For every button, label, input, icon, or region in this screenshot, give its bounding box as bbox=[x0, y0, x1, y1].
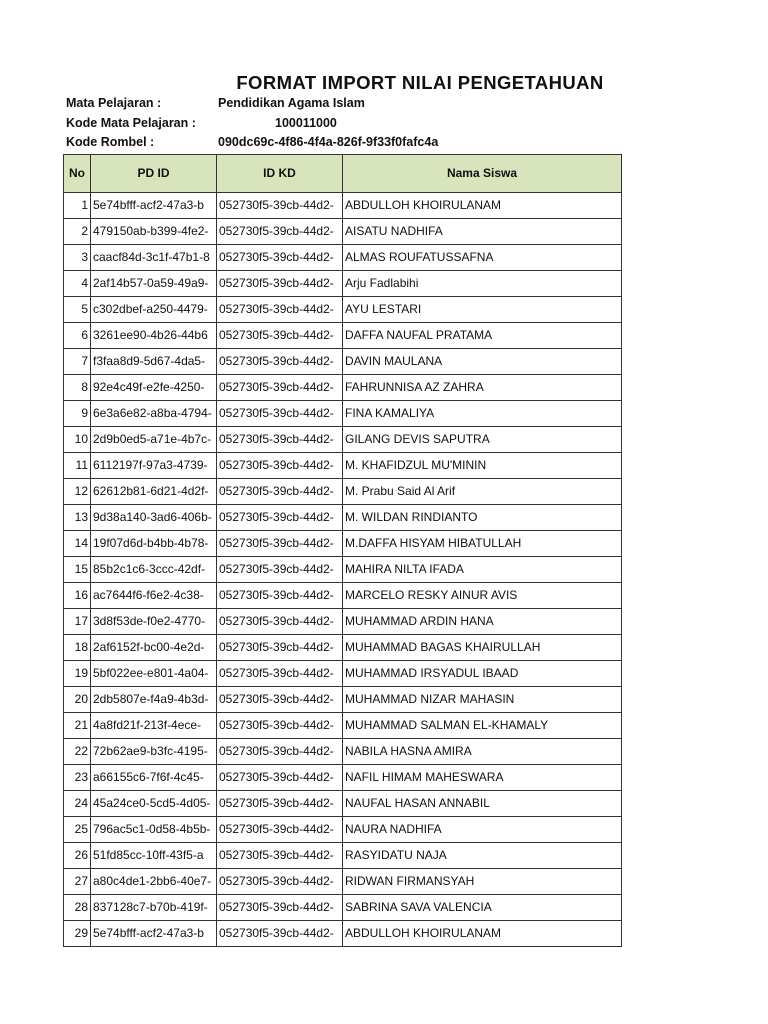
cell-pd-id: 92e4c49f-e2fe-4250- bbox=[91, 375, 217, 401]
cell-pd-id: 51fd85cc-10ff-43f5-a bbox=[91, 843, 217, 869]
cell-nama-siswa: MUHAMMAD BAGAS KHAIRULLAH bbox=[343, 635, 622, 661]
cell-pd-id: 6e3a6e82-a8ba-4794- bbox=[91, 401, 217, 427]
cell-nama-siswa: FINA KAMALIYA bbox=[343, 401, 622, 427]
table-row bbox=[64, 843, 622, 869]
cell-id-kd: 052730f5-39cb-44d2- bbox=[217, 453, 343, 479]
cell-id-kd: 052730f5-39cb-44d2- bbox=[217, 349, 343, 375]
table-row bbox=[64, 661, 622, 687]
cell-nama-siswa: MUHAMMAD IRSYADUL IBAAD bbox=[343, 661, 622, 687]
cell-id-kd: 052730f5-39cb-44d2- bbox=[217, 713, 343, 739]
cell-id-kd: 052730f5-39cb-44d2- bbox=[217, 739, 343, 765]
cell-nama-siswa: FAHRUNNISA AZ ZAHRA bbox=[343, 375, 622, 401]
cell-pd-id: 5e74bfff-acf2-47a3-b bbox=[91, 193, 217, 219]
mata-pelajaran-value: Pendidikan Agama Islam bbox=[218, 96, 365, 110]
header-nama-siswa: Nama Siswa bbox=[343, 155, 622, 193]
cell-nama-siswa: Arju Fadlabihi bbox=[343, 271, 622, 297]
cell-no: 6 bbox=[64, 323, 91, 349]
kode-mapel-label: Kode Mata Pelajaran : bbox=[66, 116, 196, 130]
table-row bbox=[64, 817, 622, 843]
cell-pd-id: 5e74bfff-acf2-47a3-b bbox=[91, 921, 217, 947]
table-row bbox=[64, 401, 622, 427]
table-row bbox=[64, 895, 622, 921]
kode-rombel-label: Kode Rombel : bbox=[66, 135, 155, 149]
table-row bbox=[64, 635, 622, 661]
kode-mapel-value: 100011000 bbox=[275, 116, 337, 130]
student-table bbox=[63, 154, 622, 947]
table-row bbox=[64, 609, 622, 635]
cell-pd-id: caacf84d-3c1f-47b1-8 bbox=[91, 245, 217, 271]
cell-pd-id: 4a8fd21f-213f-4ece- bbox=[91, 713, 217, 739]
cell-id-kd: 052730f5-39cb-44d2- bbox=[217, 583, 343, 609]
table-row bbox=[64, 297, 622, 323]
cell-id-kd: 052730f5-39cb-44d2- bbox=[217, 297, 343, 323]
cell-id-kd: 052730f5-39cb-44d2- bbox=[217, 687, 343, 713]
table-body bbox=[64, 193, 622, 947]
cell-no: 17 bbox=[64, 609, 91, 635]
cell-id-kd: 052730f5-39cb-44d2- bbox=[217, 427, 343, 453]
cell-no: 10 bbox=[64, 427, 91, 453]
header-pd-id: PD ID bbox=[91, 155, 217, 193]
table-row bbox=[64, 557, 622, 583]
cell-id-kd: 052730f5-39cb-44d2- bbox=[217, 557, 343, 583]
cell-pd-id: 72b62ae9-b3fc-4195- bbox=[91, 739, 217, 765]
cell-id-kd: 052730f5-39cb-44d2- bbox=[217, 635, 343, 661]
cell-nama-siswa: M. KHAFIDZUL MU'MININ bbox=[343, 453, 622, 479]
table-row bbox=[64, 245, 622, 271]
cell-pd-id: c302dbef-a250-4479- bbox=[91, 297, 217, 323]
cell-pd-id: 19f07d6d-b4bb-4b78- bbox=[91, 531, 217, 557]
cell-id-kd: 052730f5-39cb-44d2- bbox=[217, 921, 343, 947]
cell-id-kd: 052730f5-39cb-44d2- bbox=[217, 271, 343, 297]
cell-nama-siswa: ABDULLOH KHOIRULANAM bbox=[343, 193, 622, 219]
cell-id-kd: 052730f5-39cb-44d2- bbox=[217, 661, 343, 687]
cell-pd-id: a66155c6-7f6f-4c45- bbox=[91, 765, 217, 791]
cell-id-kd: 052730f5-39cb-44d2- bbox=[217, 401, 343, 427]
table-row bbox=[64, 791, 622, 817]
cell-pd-id: 62612b81-6d21-4d2f- bbox=[91, 479, 217, 505]
table-row bbox=[64, 531, 622, 557]
cell-no: 11 bbox=[64, 453, 91, 479]
cell-no: 19 bbox=[64, 661, 91, 687]
cell-nama-siswa: DAVIN MAULANA bbox=[343, 349, 622, 375]
cell-id-kd: 052730f5-39cb-44d2- bbox=[217, 765, 343, 791]
table-row bbox=[64, 713, 622, 739]
cell-id-kd: 052730f5-39cb-44d2- bbox=[217, 817, 343, 843]
cell-pd-id: 6112197f-97a3-4739- bbox=[91, 453, 217, 479]
cell-no: 9 bbox=[64, 401, 91, 427]
cell-id-kd: 052730f5-39cb-44d2- bbox=[217, 219, 343, 245]
cell-no: 23 bbox=[64, 765, 91, 791]
table-row bbox=[64, 687, 622, 713]
cell-nama-siswa: RASYIDATU NAJA bbox=[343, 843, 622, 869]
table-row bbox=[64, 921, 622, 947]
cell-id-kd: 052730f5-39cb-44d2- bbox=[217, 843, 343, 869]
table-row bbox=[64, 739, 622, 765]
mata-pelajaran-label: Mata Pelajaran : bbox=[66, 96, 162, 110]
cell-pd-id: 9d38a140-3ad6-406b- bbox=[91, 505, 217, 531]
cell-no: 26 bbox=[64, 843, 91, 869]
table-row bbox=[64, 375, 622, 401]
cell-no: 21 bbox=[64, 713, 91, 739]
cell-no: 12 bbox=[64, 479, 91, 505]
cell-id-kd: 052730f5-39cb-44d2- bbox=[217, 791, 343, 817]
cell-pd-id: 2d9b0ed5-a71e-4b7c- bbox=[91, 427, 217, 453]
cell-no: 5 bbox=[64, 297, 91, 323]
cell-nama-siswa: DAFFA NAUFAL PRATAMA bbox=[343, 323, 622, 349]
cell-nama-siswa: NAUFAL HASAN ANNABIL bbox=[343, 791, 622, 817]
table-row bbox=[64, 427, 622, 453]
cell-no: 16 bbox=[64, 583, 91, 609]
cell-pd-id: 2db5807e-f4a9-4b3d- bbox=[91, 687, 217, 713]
cell-id-kd: 052730f5-39cb-44d2- bbox=[217, 193, 343, 219]
table-row bbox=[64, 323, 622, 349]
cell-no: 20 bbox=[64, 687, 91, 713]
cell-no: 28 bbox=[64, 895, 91, 921]
cell-pd-id: 5bf022ee-e801-4a04- bbox=[91, 661, 217, 687]
cell-nama-siswa: ALMAS ROUFATUSSAFNA bbox=[343, 245, 622, 271]
table-row bbox=[64, 453, 622, 479]
cell-nama-siswa: AYU LESTARI bbox=[343, 297, 622, 323]
cell-nama-siswa: MUHAMMAD ARDIN HANA bbox=[343, 609, 622, 635]
cell-pd-id: 45a24ce0-5cd5-4d05- bbox=[91, 791, 217, 817]
table-row bbox=[64, 219, 622, 245]
kode-rombel-value: 090dc69c-4f86-4f4a-826f-9f33f0fafc4a bbox=[218, 135, 439, 149]
cell-id-kd: 052730f5-39cb-44d2- bbox=[217, 531, 343, 557]
table-row bbox=[64, 869, 622, 895]
cell-nama-siswa: SABRINA SAVA VALENCIA bbox=[343, 895, 622, 921]
cell-id-kd: 052730f5-39cb-44d2- bbox=[217, 505, 343, 531]
cell-nama-siswa: MARCELO RESKY AINUR AVIS bbox=[343, 583, 622, 609]
cell-no: 15 bbox=[64, 557, 91, 583]
cell-no: 18 bbox=[64, 635, 91, 661]
cell-pd-id: ac7644f6-f6e2-4c38- bbox=[91, 583, 217, 609]
cell-nama-siswa: RIDWAN FIRMANSYAH bbox=[343, 869, 622, 895]
cell-id-kd: 052730f5-39cb-44d2- bbox=[217, 245, 343, 271]
cell-no: 3 bbox=[64, 245, 91, 271]
cell-no: 29 bbox=[64, 921, 91, 947]
table-row bbox=[64, 479, 622, 505]
table-header-row bbox=[64, 155, 622, 193]
cell-nama-siswa: M.DAFFA HISYAM HIBATULLAH bbox=[343, 531, 622, 557]
table-row bbox=[64, 349, 622, 375]
cell-pd-id: 85b2c1c6-3ccc-42df- bbox=[91, 557, 217, 583]
table-row bbox=[64, 583, 622, 609]
cell-pd-id: 2af14b57-0a59-49a9- bbox=[91, 271, 217, 297]
cell-no: 13 bbox=[64, 505, 91, 531]
cell-no: 4 bbox=[64, 271, 91, 297]
table-row bbox=[64, 193, 622, 219]
cell-nama-siswa: NABILA HASNA AMIRA bbox=[343, 739, 622, 765]
cell-no: 24 bbox=[64, 791, 91, 817]
cell-no: 2 bbox=[64, 219, 91, 245]
cell-nama-siswa: MAHIRA NILTA IFADA bbox=[343, 557, 622, 583]
header-no: No bbox=[64, 155, 91, 193]
cell-nama-siswa: ABDULLOH KHOIRULANAM bbox=[343, 921, 622, 947]
cell-no: 14 bbox=[64, 531, 91, 557]
cell-no: 7 bbox=[64, 349, 91, 375]
cell-pd-id: 837128c7-b70b-419f- bbox=[91, 895, 217, 921]
cell-id-kd: 052730f5-39cb-44d2- bbox=[217, 609, 343, 635]
page-title: FORMAT IMPORT NILAI PENGETAHUAN bbox=[236, 72, 604, 93]
cell-id-kd: 052730f5-39cb-44d2- bbox=[217, 323, 343, 349]
cell-no: 1 bbox=[64, 193, 91, 219]
cell-pd-id: a80c4de1-2bb6-40e7- bbox=[91, 869, 217, 895]
cell-no: 8 bbox=[64, 375, 91, 401]
table-row bbox=[64, 271, 622, 297]
cell-nama-siswa: M. Prabu Said Al Arif bbox=[343, 479, 622, 505]
cell-pd-id: 796ac5c1-0d58-4b5b- bbox=[91, 817, 217, 843]
cell-nama-siswa: MUHAMMAD SALMAN EL-KHAMALY bbox=[343, 713, 622, 739]
cell-nama-siswa: MUHAMMAD NIZAR MAHASIN bbox=[343, 687, 622, 713]
cell-nama-siswa: NAURA NADHIFA bbox=[343, 817, 622, 843]
header-id-kd: ID KD bbox=[217, 155, 343, 193]
cell-pd-id: 3261ee90-4b26-44b6 bbox=[91, 323, 217, 349]
cell-no: 22 bbox=[64, 739, 91, 765]
cell-pd-id: 3d8f53de-f0e2-4770- bbox=[91, 609, 217, 635]
cell-pd-id: f3faa8d9-5d67-4da5- bbox=[91, 349, 217, 375]
cell-id-kd: 052730f5-39cb-44d2- bbox=[217, 869, 343, 895]
cell-nama-siswa: AISATU NADHIFA bbox=[343, 219, 622, 245]
table-row bbox=[64, 505, 622, 531]
cell-id-kd: 052730f5-39cb-44d2- bbox=[217, 375, 343, 401]
cell-id-kd: 052730f5-39cb-44d2- bbox=[217, 479, 343, 505]
cell-no: 27 bbox=[64, 869, 91, 895]
cell-no: 25 bbox=[64, 817, 91, 843]
cell-pd-id: 2af6152f-bc00-4e2d- bbox=[91, 635, 217, 661]
cell-id-kd: 052730f5-39cb-44d2- bbox=[217, 895, 343, 921]
cell-nama-siswa: M. WILDAN RINDIANTO bbox=[343, 505, 622, 531]
cell-nama-siswa: GILANG DEVIS SAPUTRA bbox=[343, 427, 622, 453]
cell-pd-id: 479150ab-b399-4fe2- bbox=[91, 219, 217, 245]
table-row bbox=[64, 765, 622, 791]
cell-nama-siswa: NAFIL HIMAM MAHESWARA bbox=[343, 765, 622, 791]
